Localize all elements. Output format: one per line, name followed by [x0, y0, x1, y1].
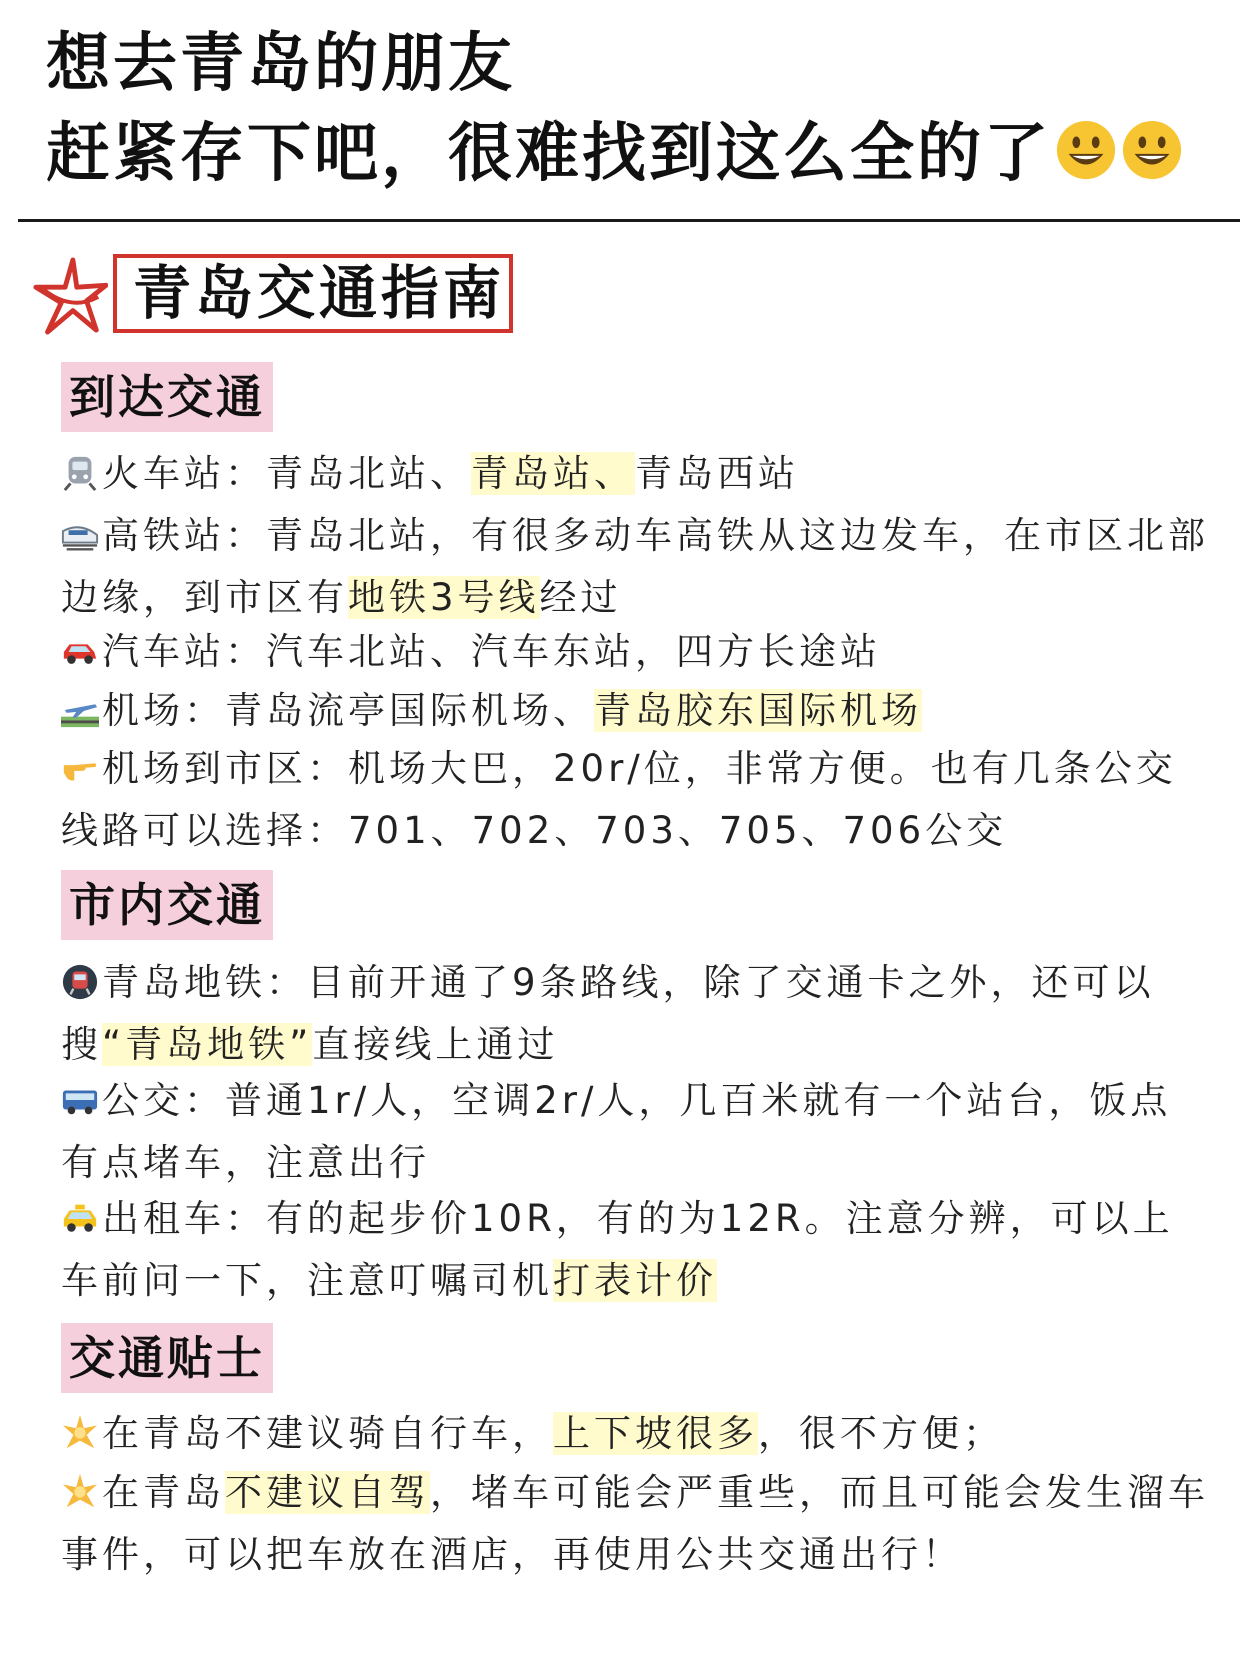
sparkle-icon [61, 1414, 99, 1452]
smiley-icon [1055, 119, 1117, 181]
page-title-line-2 [46, 114, 1183, 194]
train-text-b: 青岛西站 [635, 452, 799, 495]
smiley-icon [1121, 119, 1183, 181]
bullet-train-icon [61, 516, 99, 554]
airport-city-text: 机场大巴，20r/位，非常方便。也有几条公交线路可以选择：701、702、703、705、706公交 [61, 747, 1177, 852]
airport-label: 机场： [102, 689, 225, 732]
taxi-text-a: 有的起步价10R，有的为12R。注意分辨，可以上车前问一下，注意叮嘱司机 [61, 1197, 1174, 1302]
metro-text-a: 目前开通了9条路线，除了交通卡之外，还可以搜 [61, 961, 1155, 1066]
car-icon [61, 632, 99, 670]
train-station-line [61, 443, 1211, 505]
pointing-hand-icon [61, 749, 99, 787]
tips-heading: 交通贴士 [61, 1323, 273, 1393]
bus-station-text: 汽车北站、汽车东站，四方长途站 [266, 630, 881, 673]
taxi-label: 出租车： [102, 1197, 266, 1240]
high-speed-rail-line [61, 505, 1211, 629]
airport-city-label: 机场到市区： [102, 747, 348, 790]
airport-highlight: 青岛胶东国际机场 [594, 689, 922, 732]
star-outline-icon [30, 254, 108, 336]
bus-label: 公交： [102, 1079, 225, 1122]
train-text-a: 青岛北站、 [266, 452, 471, 495]
metro-label: 青岛地铁： [102, 961, 307, 1004]
train-icon [61, 454, 99, 492]
city-heading: 市内交通 [61, 870, 273, 940]
bus-line [61, 1070, 1211, 1194]
airport-text-a: 青岛流亭国际机场、 [225, 689, 594, 732]
hsr-label: 高铁站： [102, 514, 266, 557]
tip-driving [61, 1462, 1211, 1586]
taxi-line [61, 1188, 1211, 1312]
bus-station-label: 汽车站： [102, 630, 266, 673]
tip2-text-a: 在青岛 [102, 1471, 225, 1514]
sparkle-icon [61, 1473, 99, 1511]
page-title-line-2-text: 赶紧存下吧，很难找到这么全的了 [46, 117, 1051, 191]
metro-text-b: 直接线上通过 [312, 1023, 559, 1066]
tip1-text-a: 在青岛不建议骑自行车， [102, 1412, 553, 1455]
guide-title: 青岛交通指南 [113, 254, 513, 333]
metro-line [61, 952, 1211, 1076]
tip2-highlight: 不建议自驾 [225, 1471, 430, 1514]
tip1-text-b: ，很不方便； [758, 1412, 1004, 1455]
train-highlight: 青岛站、 [471, 452, 635, 495]
bus-text: 普通1r/人，空调2r/人，几百米就有一个站台，饭点有点堵车，注意出行 [61, 1079, 1172, 1184]
header-divider [18, 219, 1240, 222]
hsr-text-a: 青岛北站，有很多动车高铁从这边发车，在市区北部边缘，到市区有 [61, 514, 1209, 619]
taxi-icon [61, 1199, 99, 1237]
airport-line [61, 680, 1211, 742]
bus-icon [61, 1081, 99, 1119]
hsr-text-b: 经过 [539, 576, 622, 619]
metro-icon [61, 963, 99, 1001]
airplane-icon [61, 691, 99, 729]
tip-bicycle [61, 1403, 1211, 1465]
page-title-line-1: 想去青岛的朋友 [46, 27, 515, 101]
airport-to-city-line [61, 738, 1211, 862]
tip1-highlight: 上下坡很多 [553, 1412, 758, 1455]
metro-highlight: “青岛地铁” [102, 1023, 313, 1066]
hsr-highlight: 地铁3号线 [348, 576, 540, 619]
taxi-highlight: 打表计价 [553, 1259, 717, 1302]
tip2-text-b: ，堵车可能会严重些，而且可能会发生溜车事件，可以把车放在酒店，再使用公共交通出行！ [61, 1471, 1209, 1576]
train-label: 火车站： [102, 452, 266, 495]
arrival-heading: 到达交通 [61, 362, 273, 432]
bus-station-line [61, 621, 1211, 683]
